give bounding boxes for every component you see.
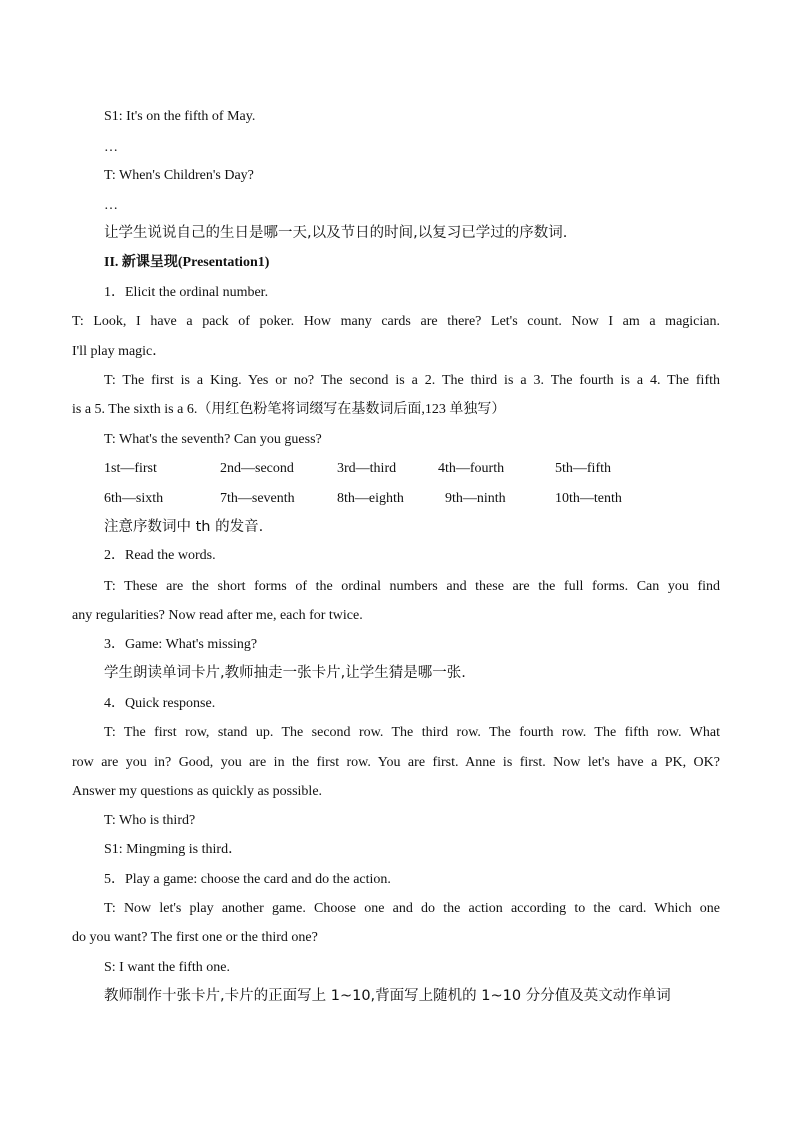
- ordinal-item: 5th—fifth: [555, 461, 611, 476]
- section-heading: II. 新课呈现(Presentation1): [104, 255, 270, 270]
- ellipsis: …: [104, 140, 118, 155]
- ordinal-item: 10th—tenth: [555, 491, 622, 506]
- dialogue-line: S: I want the fifth one.: [104, 960, 230, 975]
- step-heading: 5．Play a game: choose the card and do the action.: [104, 872, 391, 887]
- ordinal-item: 1st—first: [104, 461, 157, 476]
- dialogue-line: S1: It's on the fifth of May.: [104, 109, 256, 124]
- step-heading: 3．Game: What's missing?: [104, 637, 258, 652]
- dialogue-line: T: Now let's play another game. Choose one and do the action according to the card. Which one: [104, 901, 720, 916]
- dialogue-line: T: The first row, stand up. The second row. The third row. The fourth row. The fifth row. What: [104, 725, 720, 740]
- dialogue-line-cont: I'll play magic．: [72, 344, 167, 359]
- dialogue-line: S1: Mingming is third．: [104, 842, 243, 857]
- ordinal-item: 7th—seventh: [220, 491, 295, 506]
- ordinal-item: 9th—ninth: [445, 491, 506, 506]
- dialogue-line: T: The first is a King. Yes or no? The second is a 2. The third is a 3. The fourth is a 4. The fifth: [104, 373, 720, 388]
- dialogue-line: T: When's Children's Day?: [104, 168, 254, 183]
- step-heading: 2．Read the words.: [104, 548, 216, 563]
- dialogue-line: T: Who is third?: [104, 813, 196, 828]
- ordinal-item: 3rd—third: [337, 461, 397, 476]
- instruction-text: 教师制作十张卡片,卡片的正面写上 1~10,背面写上随机的 1~10 分分值及英文动作单词: [104, 988, 671, 1004]
- dialogue-line-cont: is a 5. The sixth is a 6.（用红色粉笔将词缀写在基数词后面,123 单独写）: [72, 402, 506, 417]
- dialogue-line: T: What's the seventh? Can you guess?: [104, 432, 322, 447]
- dialogue-line: T: These are the short forms of the ordinal numbers and these are the full forms. Can you find: [104, 579, 720, 594]
- ordinal-item: 2nd—second: [220, 461, 294, 476]
- ellipsis: …: [104, 198, 118, 213]
- dialogue-line: T: Look, I have a pack of poker. How many cards are there? Let's count. Now I am a magician.: [72, 314, 720, 329]
- instruction-text: 让学生说说自己的生日是哪一天,以及节日的时间,以复习已学过的序数词.: [104, 225, 568, 241]
- instruction-text: 注意序数词中 th 的发音.: [104, 519, 264, 535]
- instruction-text: 学生朗读单词卡片,教师抽走一张卡片,让学生猜是哪一张.: [104, 665, 466, 681]
- ordinal-item: 4th—fourth: [438, 461, 505, 476]
- dialogue-line-cont: Answer my questions as quickly as possible.: [72, 784, 323, 799]
- step-heading: 1．Elicit the ordinal number.: [104, 285, 269, 300]
- ordinal-item: 8th—eighth: [337, 491, 404, 506]
- step-heading: 4．Quick response.: [104, 696, 216, 711]
- dialogue-line-cont: row are you in? Good, you are in the first row. You are first. Anne is first. Now let's have a PK, OK?: [72, 755, 720, 770]
- ordinal-item: 6th—sixth: [104, 491, 164, 506]
- dialogue-line-cont: any regularities? Now read after me, each for twice.: [72, 608, 363, 623]
- dialogue-line-cont: do you want? The first one or the third one?: [72, 930, 318, 945]
